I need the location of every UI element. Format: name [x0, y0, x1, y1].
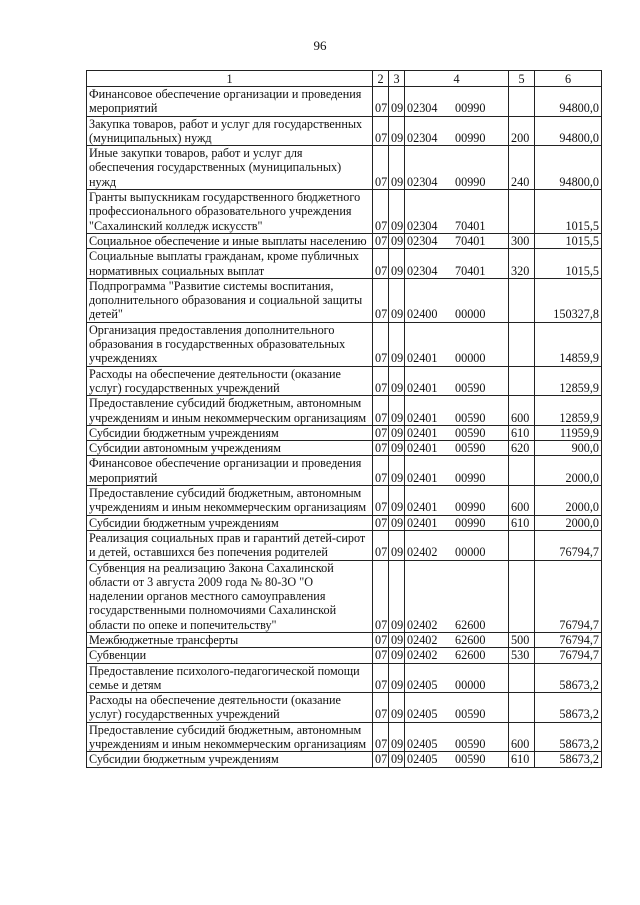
target-code-direction: 00990	[455, 470, 486, 485]
column-header-section: 2	[373, 71, 389, 87]
row-amount: 94800,0	[535, 146, 602, 190]
row-amount: 76794,7	[535, 632, 602, 647]
target-code-program: 02405	[407, 737, 438, 752]
row-name: Расходы на обеспечение деятельности (оказание услуг) государственных учреждений	[87, 693, 373, 723]
row-amount: 12859,9	[535, 366, 602, 396]
target-code-program: 02400	[407, 307, 438, 322]
row-amount: 58673,2	[535, 693, 602, 723]
target-code-program: 02402	[407, 617, 438, 632]
row-expense-type	[509, 87, 535, 117]
target-code-direction: 00590	[455, 752, 486, 767]
target-code-direction: 00990	[455, 130, 486, 145]
row-subsection: 09	[389, 530, 405, 560]
row-target-code	[405, 693, 509, 723]
row-subsection: 09	[389, 233, 405, 248]
row-target-code	[405, 486, 509, 516]
row-section: 07	[373, 486, 389, 516]
row-expense-type	[509, 663, 535, 693]
row-target-code	[405, 456, 509, 486]
table-row	[87, 425, 602, 440]
table-row	[87, 693, 602, 723]
target-code-direction: 62600	[455, 648, 486, 663]
row-name: Финансовое обеспечение организации и проведения мероприятий	[87, 87, 373, 117]
row-expense-type	[509, 366, 535, 396]
row-section: 07	[373, 560, 389, 632]
table-row	[87, 366, 602, 396]
table-row	[87, 190, 602, 234]
row-target-code	[405, 648, 509, 663]
row-section: 07	[373, 425, 389, 440]
column-header-target-code: 4	[405, 71, 509, 87]
table-row	[87, 278, 602, 322]
table-row	[87, 456, 602, 486]
row-amount: 58673,2	[535, 722, 602, 752]
table-row	[87, 560, 602, 632]
header-row	[87, 71, 602, 87]
row-expense-type	[509, 456, 535, 486]
row-name: Финансовое обеспечение организации и проведения мероприятий	[87, 456, 373, 486]
target-code-program: 02304	[407, 233, 438, 248]
row-amount: 900,0	[535, 441, 602, 456]
row-target-code	[405, 530, 509, 560]
target-code-direction: 00590	[455, 425, 486, 440]
row-amount: 94800,0	[535, 116, 602, 146]
row-target-code	[405, 249, 509, 279]
row-section: 07	[373, 752, 389, 767]
row-name: Социальные выплаты гражданам, кроме публичных нормативных социальных выплат	[87, 249, 373, 279]
row-target-code	[405, 722, 509, 752]
row-target-code	[405, 146, 509, 190]
table-row	[87, 441, 602, 456]
row-expense-type: 500	[509, 632, 535, 647]
row-name: Субсидии бюджетным учреждениям	[87, 425, 373, 440]
row-name: Предоставление психолого-педагогической помощи семье и детям	[87, 663, 373, 693]
page-number: 96	[313, 38, 327, 53]
table-row	[87, 486, 602, 516]
row-name: Предоставление субсидий бюджетным, автономным учреждениям и иным некоммерческим организациям	[87, 396, 373, 426]
table-row	[87, 146, 602, 190]
row-name: Межбюджетные трансферты	[87, 632, 373, 647]
row-expense-type	[509, 530, 535, 560]
row-section: 07	[373, 249, 389, 279]
row-expense-type: 600	[509, 486, 535, 516]
row-section: 07	[373, 632, 389, 647]
table-row	[87, 322, 602, 366]
row-name: Реализация социальных прав и гарантий детей-сирот и детей, оставшихся без попечения родителей	[87, 530, 373, 560]
row-target-code	[405, 752, 509, 767]
target-code-direction: 62600	[455, 617, 486, 632]
row-expense-type	[509, 322, 535, 366]
target-code-direction: 62600	[455, 632, 486, 647]
target-code-direction: 00990	[455, 515, 486, 530]
target-code-program: 02401	[407, 470, 438, 485]
row-section: 07	[373, 396, 389, 426]
table-row	[87, 752, 602, 767]
row-subsection: 09	[389, 693, 405, 723]
row-expense-type: 610	[509, 515, 535, 530]
row-expense-type: 620	[509, 441, 535, 456]
target-code-direction: 00000	[455, 351, 486, 366]
row-expense-type	[509, 190, 535, 234]
target-code-direction: 70401	[455, 233, 486, 248]
row-amount: 58673,2	[535, 752, 602, 767]
row-expense-type: 300	[509, 233, 535, 248]
row-expense-type: 610	[509, 425, 535, 440]
table-row	[87, 722, 602, 752]
row-target-code	[405, 425, 509, 440]
row-target-code	[405, 116, 509, 146]
row-section: 07	[373, 663, 389, 693]
target-code-program: 02304	[407, 130, 438, 145]
row-subsection: 09	[389, 722, 405, 752]
row-name: Расходы на обеспечение деятельности (оказание услуг) государственных учреждений	[87, 366, 373, 396]
target-code-direction: 00590	[455, 380, 486, 395]
target-code-program: 02405	[407, 707, 438, 722]
target-code-program: 02304	[407, 101, 438, 116]
row-subsection: 09	[389, 560, 405, 632]
row-subsection: 09	[389, 425, 405, 440]
row-subsection: 09	[389, 87, 405, 117]
table-row	[87, 663, 602, 693]
row-expense-type	[509, 278, 535, 322]
table-row	[87, 249, 602, 279]
target-code-direction: 00590	[455, 441, 486, 456]
row-subsection: 09	[389, 190, 405, 234]
row-subsection: 09	[389, 322, 405, 366]
row-expense-type: 200	[509, 116, 535, 146]
row-subsection: 09	[389, 515, 405, 530]
row-target-code	[405, 663, 509, 693]
row-target-code	[405, 515, 509, 530]
target-code-direction: 00590	[455, 410, 486, 425]
row-amount: 76794,7	[535, 560, 602, 632]
row-name: Предоставление субсидий бюджетным, автономным учреждениям и иным некоммерческим организациям	[87, 486, 373, 516]
target-code-program: 02402	[407, 648, 438, 663]
target-code-direction: 00990	[455, 500, 486, 515]
row-name: Подпрограмма "Развитие системы воспитания, дополнительного образования и социальной защиты детей"	[87, 278, 373, 322]
row-section: 07	[373, 648, 389, 663]
table-row	[87, 530, 602, 560]
row-section: 07	[373, 515, 389, 530]
target-code-direction: 70401	[455, 218, 486, 233]
target-code-program: 02405	[407, 752, 438, 767]
row-expense-type	[509, 693, 535, 723]
column-header-expense-type: 5	[509, 71, 535, 87]
row-section: 07	[373, 441, 389, 456]
target-code-program: 02401	[407, 515, 438, 530]
row-name: Субсидии автономным учреждениям	[87, 441, 373, 456]
row-expense-type: 530	[509, 648, 535, 663]
target-code-direction: 00590	[455, 737, 486, 752]
row-expense-type: 240	[509, 146, 535, 190]
target-code-direction: 00000	[455, 677, 486, 692]
target-code-direction: 00990	[455, 101, 486, 116]
row-amount: 76794,7	[535, 648, 602, 663]
row-target-code	[405, 366, 509, 396]
row-amount: 1015,5	[535, 233, 602, 248]
row-name: Организация предоставления дополнительного образования в государственных образовательных учреждениях	[87, 322, 373, 366]
row-subsection: 09	[389, 632, 405, 647]
target-code-direction: 00590	[455, 707, 486, 722]
column-header-amount: 6	[535, 71, 602, 87]
row-section: 07	[373, 190, 389, 234]
row-subsection: 09	[389, 249, 405, 279]
row-expense-type: 600	[509, 722, 535, 752]
target-code-direction: 00990	[455, 174, 486, 189]
row-amount: 2000,0	[535, 515, 602, 530]
row-expense-type: 600	[509, 396, 535, 426]
target-code-direction: 00000	[455, 307, 486, 322]
row-target-code	[405, 190, 509, 234]
row-section: 07	[373, 693, 389, 723]
row-subsection: 09	[389, 663, 405, 693]
row-target-code	[405, 632, 509, 647]
row-section: 07	[373, 722, 389, 752]
row-section: 07	[373, 233, 389, 248]
table-row	[87, 648, 602, 663]
target-code-program: 02401	[407, 500, 438, 515]
table-row	[87, 632, 602, 647]
row-subsection: 09	[389, 486, 405, 516]
table-row	[87, 87, 602, 117]
row-subsection: 09	[389, 396, 405, 426]
target-code-program: 02304	[407, 263, 438, 278]
table-body	[87, 87, 602, 768]
target-code-program: 02402	[407, 545, 438, 560]
row-target-code	[405, 396, 509, 426]
row-expense-type: 320	[509, 249, 535, 279]
row-name: Субвенции	[87, 648, 373, 663]
row-target-code	[405, 560, 509, 632]
row-target-code	[405, 441, 509, 456]
row-target-code	[405, 87, 509, 117]
row-subsection: 09	[389, 441, 405, 456]
row-amount: 94800,0	[535, 87, 602, 117]
target-code-program: 02401	[407, 425, 438, 440]
row-name: Социальное обеспечение и иные выплаты населению	[87, 233, 373, 248]
row-name: Закупка товаров, работ и услуг для государственных (муниципальных) нужд	[87, 116, 373, 146]
row-name: Предоставление субсидий бюджетным, автономным учреждениям и иным некоммерческим организациям	[87, 722, 373, 752]
row-name: Субвенция на реализацию Закона Сахалинской области от 3 августа 2009 года № 80-ЗО "О наделении органов местного самоуправления государственными полномочиями Сахалинской области по опеке и попечительству"	[87, 560, 373, 632]
row-subsection: 09	[389, 116, 405, 146]
row-section: 07	[373, 116, 389, 146]
table-row	[87, 396, 602, 426]
row-amount: 58673,2	[535, 663, 602, 693]
budget-table	[86, 70, 602, 768]
row-target-code	[405, 278, 509, 322]
target-code-program: 02402	[407, 632, 438, 647]
target-code-direction: 70401	[455, 263, 486, 278]
row-amount: 12859,9	[535, 396, 602, 426]
row-expense-type	[509, 560, 535, 632]
target-code-program: 02405	[407, 677, 438, 692]
row-section: 07	[373, 322, 389, 366]
row-subsection: 09	[389, 146, 405, 190]
row-section: 07	[373, 87, 389, 117]
column-header-name: 1	[87, 71, 373, 87]
table-row	[87, 233, 602, 248]
target-code-program: 02401	[407, 351, 438, 366]
row-expense-type: 610	[509, 752, 535, 767]
target-code-program: 02304	[407, 174, 438, 189]
row-section: 07	[373, 366, 389, 396]
row-amount: 11959,9	[535, 425, 602, 440]
row-subsection: 09	[389, 278, 405, 322]
row-subsection: 09	[389, 366, 405, 396]
row-amount: 2000,0	[535, 456, 602, 486]
row-amount: 14859,9	[535, 322, 602, 366]
target-code-program: 02401	[407, 441, 438, 456]
row-name: Субсидии бюджетным учреждениям	[87, 752, 373, 767]
row-amount: 2000,0	[535, 486, 602, 516]
row-name: Субсидии бюджетным учреждениям	[87, 515, 373, 530]
column-header-subsection: 3	[389, 71, 405, 87]
row-amount: 150327,8	[535, 278, 602, 322]
row-subsection: 09	[389, 752, 405, 767]
target-code-direction: 00000	[455, 545, 486, 560]
target-code-program: 02304	[407, 218, 438, 233]
row-amount: 1015,5	[535, 190, 602, 234]
row-subsection: 09	[389, 648, 405, 663]
table-row	[87, 116, 602, 146]
row-amount: 76794,7	[535, 530, 602, 560]
row-section: 07	[373, 456, 389, 486]
row-section: 07	[373, 146, 389, 190]
target-code-program: 02401	[407, 410, 438, 425]
row-subsection: 09	[389, 456, 405, 486]
row-target-code	[405, 233, 509, 248]
target-code-program: 02401	[407, 380, 438, 395]
table-row	[87, 515, 602, 530]
row-section: 07	[373, 278, 389, 322]
row-name: Гранты выпускникам государственного бюджетного профессионального образовательного учреждения "Сахалинский колледж искусств"	[87, 190, 373, 234]
row-amount: 1015,5	[535, 249, 602, 279]
row-section: 07	[373, 530, 389, 560]
row-name: Иные закупки товаров, работ и услуг для обеспечения государственных (муниципальных) нужд	[87, 146, 373, 190]
row-target-code	[405, 322, 509, 366]
